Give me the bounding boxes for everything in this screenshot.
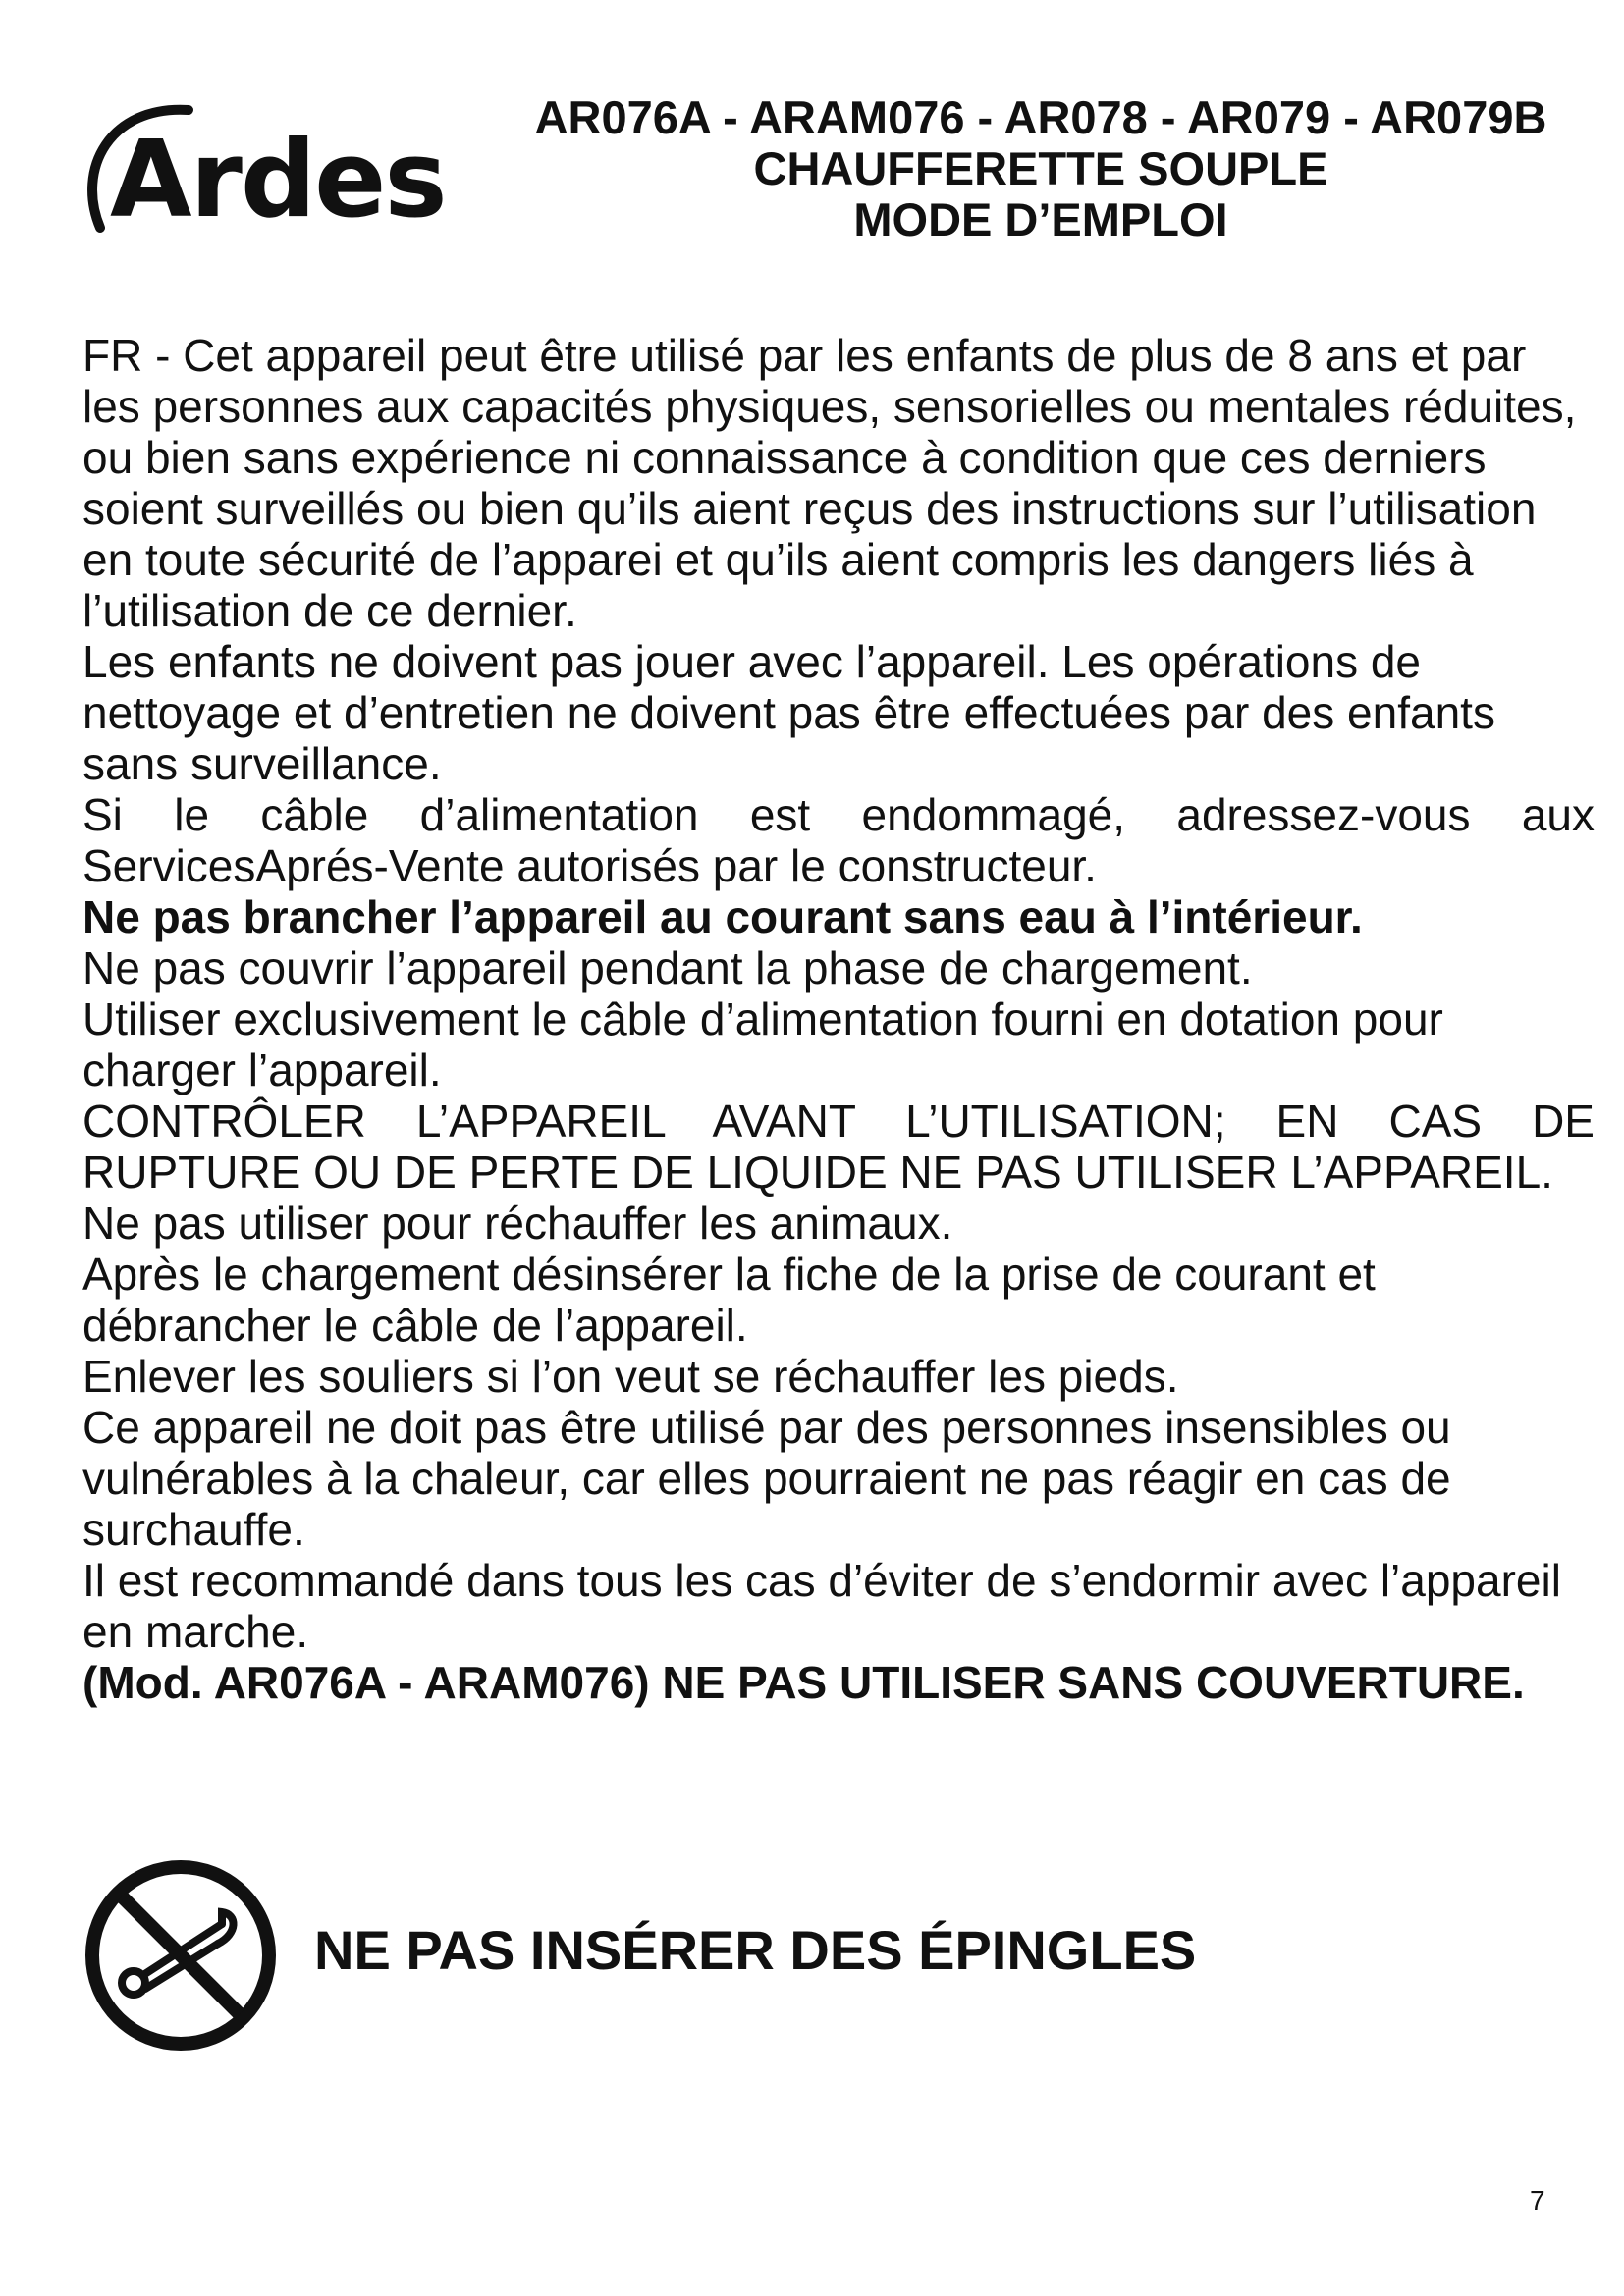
- document-type: MODE D’EMPLOI: [853, 193, 1228, 245]
- paragraph-cover-warning: (Mod. AR076A - ARAM076) NE PAS UTILISER SANS COUVERTURE.: [82, 1657, 1525, 1708]
- paragraph-shoes: Enlever les souliers si l’on veut se réchauffer les pieds.: [82, 1351, 1179, 1402]
- no-pins-icon: [82, 1857, 279, 2054]
- paragraph-unplug: Après le chargement désinsérer la fiche de la prise de courant et débrancher le câble de l’appareil.: [82, 1249, 1376, 1351]
- model-list: AR076A - ARAM076 - AR078 - AR079 - AR079B: [534, 91, 1547, 143]
- pin-warning: [82, 1857, 1359, 2054]
- paragraph-check-appliance: CONTRÔLER L’APPAREIL AVANT L’UTILISATION; EN CAS DE RUPTURE OU DE PERTE DE LIQUIDE NE PAS UTILISER L’APPAREIL.: [82, 1095, 1595, 1198]
- paragraph-usage-conditions: FR - Cet appareil peut être utilisé par les enfants de plus de 8 ans et par les personnes aux capacités physiques, sensorielles ou mentales réduites, ou bien sans expérience ni connaissance à condition que ces derniers soient surveillés ou bien qu’ils aient reçus des instructions sur l’utilisation en toute sécurité de l’apparei et qu’ils aient compris les dangers liés à l’utilisation de ce dernier.: [82, 330, 1577, 636]
- paragraph-children: Les enfants ne doivent pas jouer avec l’appareil. Les opérations de nettoyage et d’entretien ne doivent pas être effectuées par des enfants sans surveillance.: [82, 636, 1495, 789]
- page-number: 7: [1530, 2185, 1545, 2216]
- paragraph-cable-use: Utiliser exclusivement le câble d’alimentation fourni en dotation pour charger l’appareil.: [82, 993, 1443, 1095]
- logo-text: Ardes: [110, 119, 446, 241]
- paragraph-water-warning: Ne pas brancher l’appareil au courant sans eau à l’intérieur.: [82, 891, 1363, 942]
- paragraph-no-cover: Ne pas couvrir l’appareil pendant la phase de chargement.: [82, 942, 1253, 993]
- product-title: CHAUFFERETTE SOUPLE: [753, 142, 1328, 194]
- paragraph-cable-damage: Si le câble d’alimentation est endommagé, adressez-vous aux ServicesAprés-Vente autorisés par le constructeur.: [82, 789, 1595, 891]
- document-header: [511, 92, 1571, 245]
- paragraph-sleep: Il est recommandé dans tous les cas d’éviter de s’endormir avec l’appareil en marche.: [82, 1555, 1561, 1657]
- instructions-body: [82, 330, 1595, 1708]
- paragraph-animals: Ne pas utiliser pour réchauffer les animaux.: [82, 1198, 953, 1249]
- brand-logo: [81, 90, 446, 247]
- paragraph-sensitive-persons: Ce appareil ne doit pas être utilisé par des personnes insensibles ou vulnérables à la chaleur, car elles pourraient ne pas réagir en cas de surchauffe.: [82, 1402, 1451, 1555]
- warning-text: NE PAS INSÉRER DES ÉPINGLES: [314, 1919, 1197, 1981]
